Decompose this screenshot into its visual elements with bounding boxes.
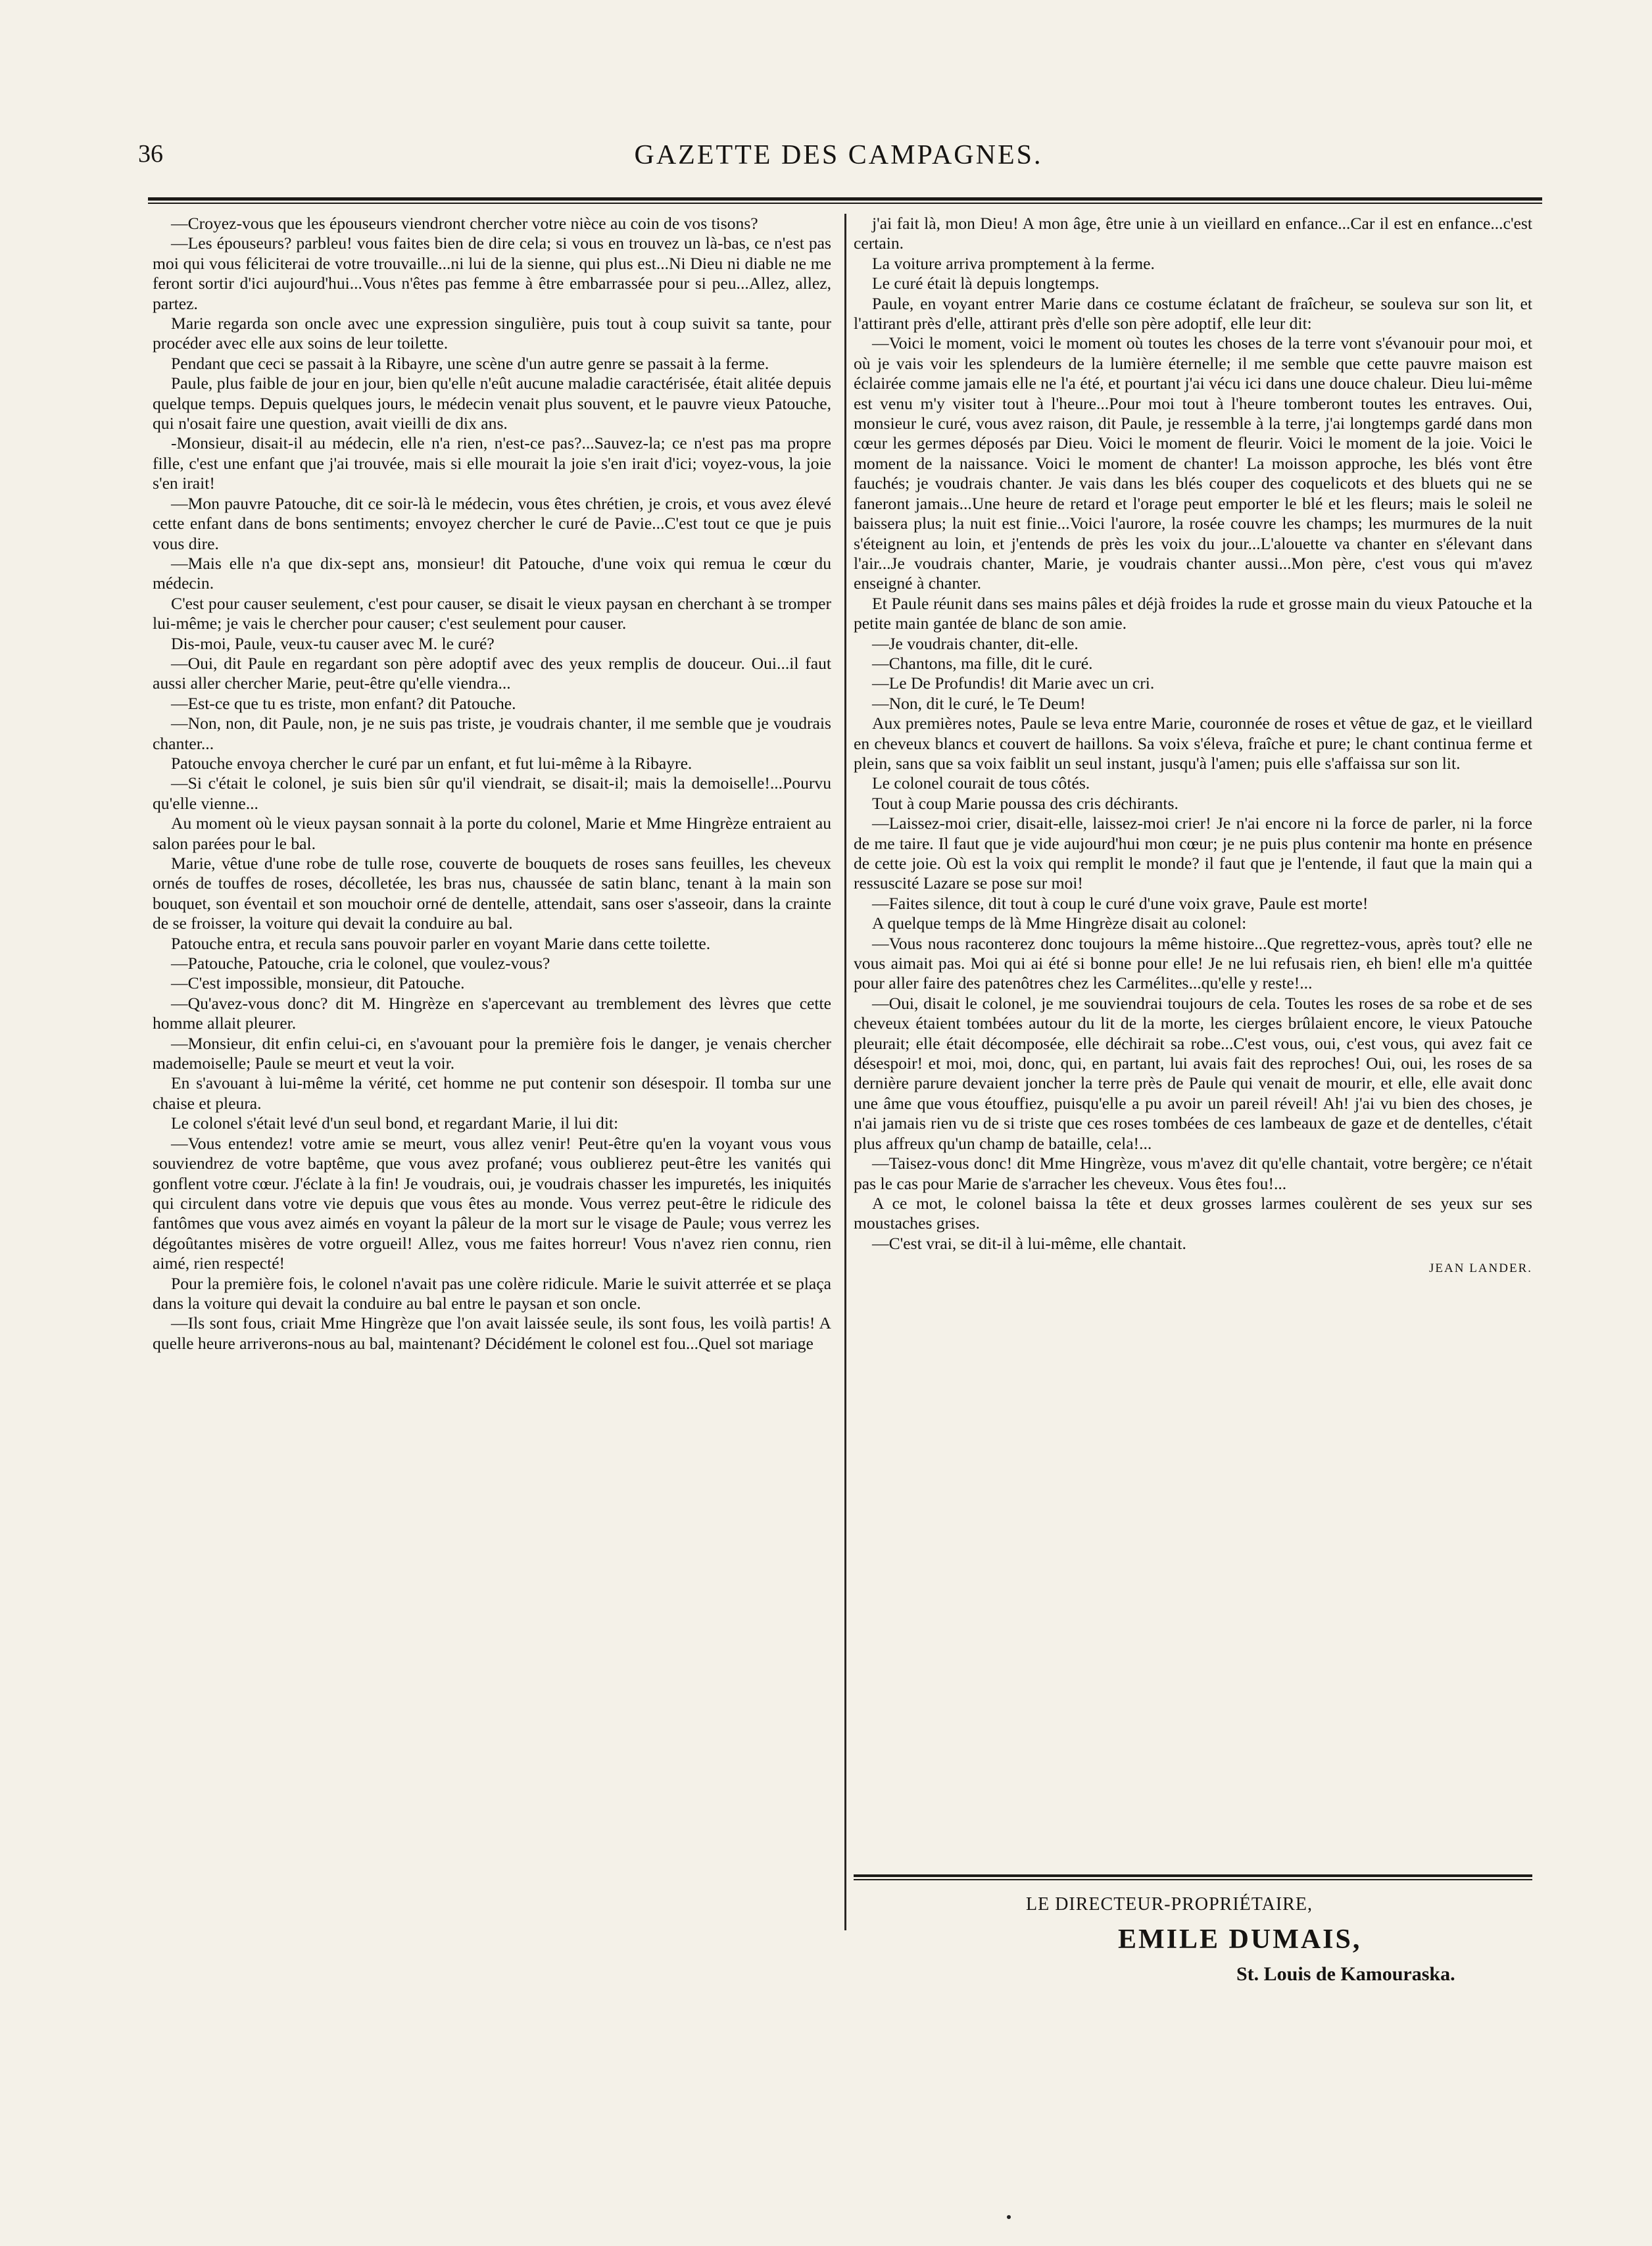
publication-place: St. Louis de Kamouraska. bbox=[1236, 1963, 1455, 1985]
footer-rule bbox=[854, 1874, 1532, 1877]
paragraph: -Monsieur, disait-il au médecin, elle n'a rien, n'est-ce pas?...Sauvez-la; ce n'est pas ma propre fille, c'est une enfant que j'ai trouvée, mais si elle mourait la joie s'en irait d'ici; voyez-vous, la joie s'en irait! bbox=[153, 433, 831, 493]
paragraph: —Vous nous raconterez donc toujours la même histoire...Que regrettez-vous, après tout? elle ne vous aimait pas. Moi qui ai été si bonne pour elle! Je ne lui refusais rien, eh bien! elle m'a quittée pour aller faire des patenôtres chez les Carmélites...qu'elle y reste!... bbox=[854, 933, 1532, 993]
paragraph: —Non, non, dit Paule, non, je ne suis pas triste, je voudrais chanter, il me semble que je voudrais chanter... bbox=[153, 714, 831, 753]
paragraph: —Croyez-vous que les épouseurs viendront chercher votre nièce au coin de vos tisons? bbox=[171, 214, 758, 233]
paragraph: —Le De Profundis! dit Marie avec un cri. bbox=[872, 673, 1155, 693]
right-column bbox=[854, 214, 1532, 1279]
paragraph: —Voici le moment, voici le moment où toutes les choses de la terre vont s'évanouir pour moi, et où je vais voir les splendeurs de la lumière éternelle; il me semble que cette pauvre maison est éclairée comme jamais elle ne l'a été, et pourtant j'ai vécu ici dans une douce chaleur. Dieu lui-même est venu m'y visiter tout à l'heure...Pour moi tout à l'heure tomberont toutes les entraves. Oui, monsieur le curé, vous avez raison, dit Paule, je ressemble à la terre, j'ai longtemps gardé dans mon cœur les germes déposés par Dieu. Voici le moment de fleurir. Voici le moment de la joie. Voici le moment de la naissance. Voici le moment de chanter! La moisson approche, les blés vont être fauchés; je voudrais chanter. Je vais dans les blés couper des coquelicots et des bluets qui ne se faneront jamais...Une heure de retard et l'orage peut emporter le blé et les fleurs; mais le soleil ne baissera plus; la nuit est finie...Voici l'aurore, la rosée couvre les champs; les murmures de la nuit s'éteignent au loin, et j'entends de près les voix du jour...L'alouette va chanter en s'élevant dans l'air...Je voudrais chanter, Marie, je voudrais chanter aussi...Mon père, c'est vous qui m'avez enseigné à chanter. bbox=[854, 333, 1532, 593]
paragraph: —Ils sont fous, criait Mme Hingrèze que l'on avait laissée seule, ils sont fous, les voilà partis! A quelle heure arriverons-nous au bal, maintenant? Décidément le colonel est fou...Quel sot mariage bbox=[153, 1313, 831, 1353]
paragraph: —Laissez-moi crier, disait-elle, laissez-moi crier! Je n'ai encore ni la force de parler, ni la force de me taire. Il faut que je vide aujourd'hui mon cœur; je ne puis plus contenir ma honte en présence de cette joie. Où est la voix qui remplit le monde? il faut que je l'entende, il faut que la main qui a ressuscité Lazare se pose sur moi! bbox=[854, 814, 1532, 893]
paragraph: —Les épouseurs? parbleu! vous faites bien de dire cela; si vous en trouvez un là-bas, ce n'est pas moi qui vous féliciterai de votre trouvaille...ni lui de la sienne, qui plus est...Ni Dieu ni diable ne me feront sortir d'ici aujourd'hui...Vous n'êtes pas femme à être embarrassée pour si peu...Allez, allez, partez. bbox=[153, 233, 831, 313]
paragraph: C'est pour causer seulement, c'est pour causer, se disait le vieux paysan en cherchant à se tromper lui-même; je vais le chercher pour causer; c'est seulement pour causer. bbox=[153, 593, 831, 633]
left-column bbox=[153, 214, 831, 1354]
page-number: 36 bbox=[138, 140, 163, 168]
paragraph: En s'avouant à lui-même la vérité, cet homme ne put contenir son désespoir. Il tomba sur une chaise et pleura. bbox=[153, 1073, 831, 1113]
author-signature: JEAN LANDER. bbox=[1429, 1261, 1532, 1276]
paragraph: —Je voudrais chanter, dit-elle. bbox=[872, 633, 1079, 653]
paragraph: Au moment où le vieux paysan sonnait à la porte du colonel, Marie et Mme Hingrèze entraient au salon parées pour le bal. bbox=[153, 814, 831, 853]
page-header bbox=[138, 139, 1539, 185]
paragraph: —Est-ce que tu es triste, mon enfant? dit Patouche. bbox=[171, 693, 516, 713]
paragraph: —Oui, dit Paule en regardant son père adoptif avec des yeux remplis de douceur. Oui...il faut aussi aller chercher Marie, peut-être qu'elle viendra... bbox=[153, 653, 831, 693]
masthead-title: GAZETTE DES CAMPAGNES. bbox=[634, 140, 1043, 170]
paragraph: —Mais elle n'a que dix-sept ans, monsieur! dit Patouche, d'une voix qui remua le cœur du médecin. bbox=[153, 553, 831, 593]
paragraph: Aux premières notes, Paule se leva entre Marie, couronnée de roses et vêtue de gaz, et le vieillard en cheveux blancs et couvert de haillons. Sa voix s'éleva, fraîche et pure; le chant continua ferme et plein, sans que sa voix faiblit un seul instant, jusqu'à l'amen; puis elle s'affaissa sur son lit. bbox=[854, 714, 1532, 773]
paragraph: —C'est vrai, se dit-il à lui-même, elle chantait. bbox=[872, 1233, 1186, 1253]
paragraph: Patouche envoya chercher le curé par un enfant, et fut lui-même à la Ribayre. bbox=[171, 753, 692, 773]
paragraph: —Taisez-vous donc! dit Mme Hingrèze, vous m'avez dit qu'elle chantait, votre bergère; ce n'était pas le cas pour Marie de s'arracher les cheveux. Vous êtes fou!... bbox=[854, 1154, 1532, 1193]
paragraph: —Chantons, ma fille, dit le curé. bbox=[872, 653, 1093, 673]
paragraph: Dis-moi, Paule, veux-tu causer avec M. le curé? bbox=[171, 633, 495, 653]
footer-rule-thin bbox=[854, 1879, 1532, 1880]
paragraph: —Faites silence, dit tout à coup le curé d'une voix grave, Paule est morte! bbox=[872, 893, 1369, 913]
paragraph: Le curé était là depuis longtemps. bbox=[872, 274, 1100, 293]
paragraph: j'ai fait là, mon Dieu! A mon âge, être unie à un vieillard en enfance...Car il est en enfance...c'est certain. bbox=[854, 214, 1532, 253]
paragraph: Tout à coup Marie poussa des cris déchirants. bbox=[872, 793, 1178, 813]
paragraph: La voiture arriva promptement à la ferme. bbox=[872, 253, 1155, 273]
paragraph: —Monsieur, dit enfin celui-ci, en s'avouant pour la première fois le danger, je venais chercher mademoiselle; Paule se meurt et veut la voir. bbox=[153, 1033, 831, 1073]
paragraph: Paule, plus faible de jour en jour, bien qu'elle n'eût aucune maladie caractérisée, était alitée depuis quelque temps. Depuis quelques jours, le médecin venait plus souvent, et le pauvre vieux Patouche, qui n'osait faire une question, avait vieilli de dix ans. bbox=[153, 374, 831, 433]
column-divider bbox=[844, 214, 846, 1930]
editor-name: EMILE DUMAIS, bbox=[1118, 1924, 1362, 1955]
paragraph: —Mon pauvre Patouche, dit ce soir-là le médecin, vous êtes chrétien, je crois, et vous avez élevé cette enfant dans de bons sentiments; envoyez chercher le curé de Pavie...C'est tout ce que je puis vous dire. bbox=[153, 493, 831, 553]
paragraph: —Non, dit le curé, le Te Deum! bbox=[872, 693, 1086, 713]
header-rule-thin bbox=[148, 203, 1542, 204]
paragraph: —Patouche, Patouche, cria le colonel, que voulez-vous? bbox=[171, 954, 550, 973]
paragraph: Le colonel s'était levé d'un seul bond, et regardant Marie, il lui dit: bbox=[171, 1113, 619, 1133]
paragraph: Pendant que ceci se passait à la Ribayre, une scène d'un autre genre se passait à la ferme. bbox=[171, 353, 769, 373]
paragraph: Marie, vêtue d'une robe de tulle rose, couverte de bouquets de roses sans feuilles, les cheveux ornés de touffes de roses, décolletée, les bras nus, chaussée de satin blanc, tenant à la main son bouquet, son éventail et son mouchoir orné de dentelle, attendait, sans oser s'asseoir, dans la crainte de se froisser, la voiture qui devait la conduire au bal. bbox=[153, 854, 831, 933]
paragraph: —Qu'avez-vous donc? dit M. Hingrèze en s'apercevant au tremblement des lèvres que cette homme allait pleurer. bbox=[153, 993, 831, 1033]
paragraph: —Oui, disait le colonel, je me souviendrai toujours de cela. Toutes les roses de sa robe et de ses cheveux étaient tombées autour du lit de la morte, les cierges brûlaient encore, le vieux Patouche pleurait; elle était décomposée, elle déchirait sa robe...C'est vous, oui, c'est vous, qui avez fait ce désespoir! et moi, moi, donc, qui, en partant, lui avais fait des reproches! Oui, oui, les roses de sa dernière parure devaient joncher la terre près de Paule qui venait de mourir, et elle, elle avait donc une âme que vous étouffiez, puisqu'elle a pu avoir un pareil réveil! Ah! j'ai vu bien des choses, je n'ai jamais rien vu de si triste que ces roses tombées de ces lambeaux de gaze et de dentelles, c'était plus affreux qu'un champ de bataille, cela!... bbox=[854, 993, 1532, 1153]
paragraph: Et Paule réunit dans ses mains pâles et déjà froides la rude et grosse main du vieux Patouche et la petite main gantée de blanc de son amie. bbox=[854, 593, 1532, 633]
paragraph: Pour la première fois, le colonel n'avait pas une colère ridicule. Marie le suivit atterrée et se plaça dans la voiture qui devait la conduire au bal entre le paysan et son oncle. bbox=[153, 1273, 831, 1313]
paragraph: Marie regarda son oncle avec une expression singulière, puis tout à coup suivit sa tante, pour procéder avec elle aux soins de leur toilette. bbox=[153, 314, 831, 353]
director-label: LE DIRECTEUR-PROPRIÉTAIRE, bbox=[1026, 1894, 1313, 1915]
paragraph: A ce mot, le colonel baissa la tête et deux grosses larmes coulèrent de ses yeux sur ses moustaches grises. bbox=[854, 1193, 1532, 1233]
paragraph: Patouche entra, et recula sans pouvoir parler en voyant Marie dans cette toilette. bbox=[171, 933, 711, 953]
paragraph: A quelque temps de là Mme Hingrèze disait au colonel: bbox=[872, 914, 1247, 933]
paragraph: —C'est impossible, monsieur, dit Patouche. bbox=[171, 973, 465, 993]
paragraph: —Si c'était le colonel, je suis bien sûr qu'il viendrait, se disait-il; mais la demoiselle!...Pourvu qu'elle vienne... bbox=[153, 773, 831, 813]
paragraph: Le colonel courait de tous côtés. bbox=[872, 773, 1090, 793]
paragraph: —Vous entendez! votre amie se meurt, vous allez venir! Peut-être qu'en la voyant vous vous souviendrez de votre baptême, que vous avez profané; vous oublierez peut-être les vanités qui gonflent votre cœur. J'éclate à la fin! Je voudrais, oui, je voudrais chasser les impuretés, les iniquités qui circulent dans votre vie depuis que vous êtes au monde. Vous verrez peut-être le ridicule des fantômes que vous avez aimés en voyant la pâleur de la mort sur le visage de Paule; vous verrez les dégoûtantes misères de votre orgueil! Allez, vous me faites horreur! Vous n'avez rien connu, rien aimé, rien respecté! bbox=[153, 1133, 831, 1273]
paragraph: Paule, en voyant entrer Marie dans ce costume éclatant de fraîcheur, se souleva sur son lit, et l'attirant près d'elle, attirant près d'elle son père adoptif, elle leur dit: bbox=[854, 293, 1532, 333]
header-rule bbox=[148, 197, 1542, 201]
ink-dot bbox=[1007, 2215, 1011, 2219]
